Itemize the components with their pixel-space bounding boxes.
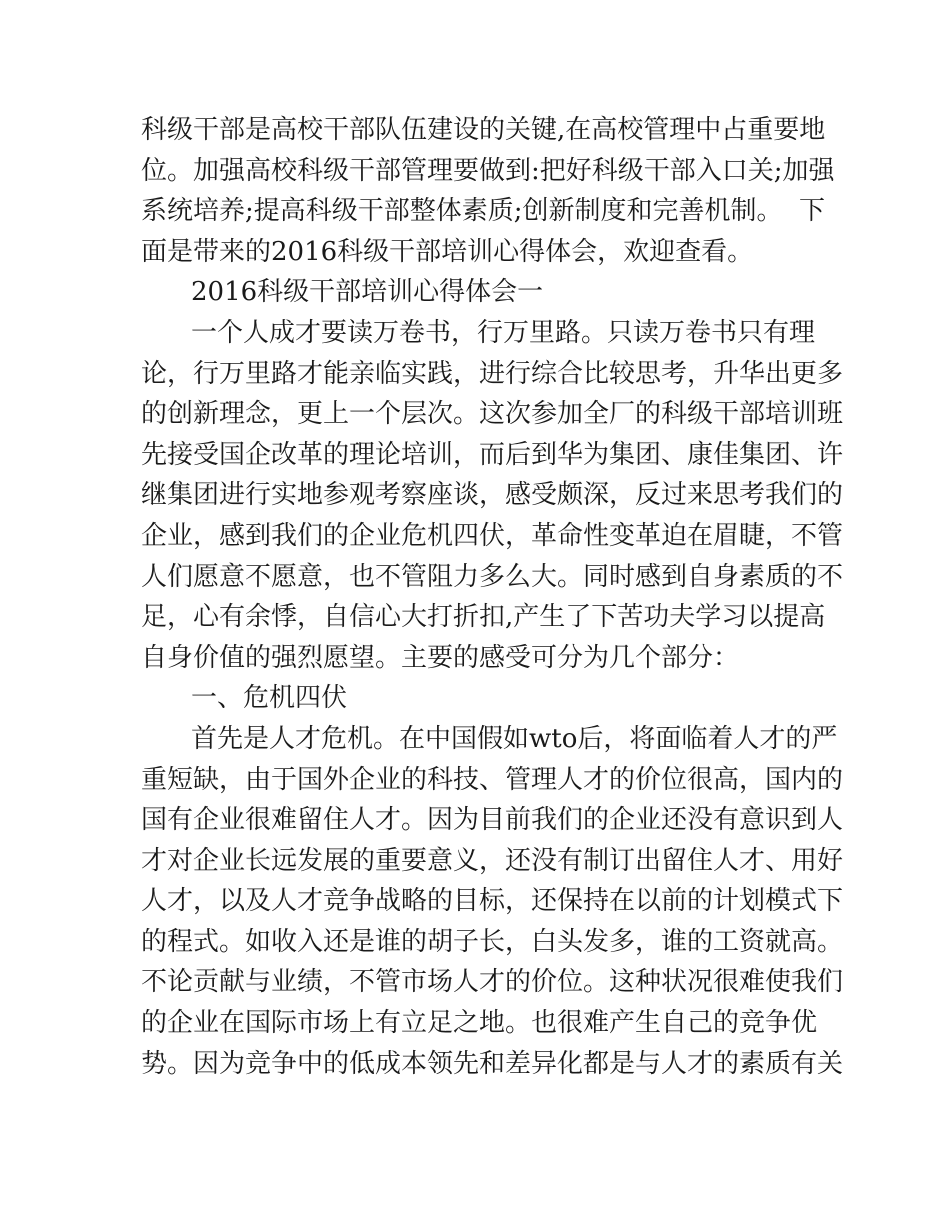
text-line: 国有企业很难留住人才。因为目前我们的企业还没有意识到人 bbox=[141, 805, 844, 836]
text-line: 企业，感到我们的企业危机四伏，革命性变革迫在眉睫，不管 bbox=[141, 520, 844, 551]
text-line: 论，行万里路才能亲临实践，进行综合比较思考，升华出更多 bbox=[141, 358, 844, 389]
text-line: 足，心有余悸，自信心大打折扣,产生了下苦功夫学习以提高 bbox=[141, 602, 826, 633]
text-line: 位。加强高校科级干部管理要做到:把好科级干部入口关;加强 bbox=[141, 155, 835, 186]
text-line: 的企业在国际市场上有立足之地。也很难产生自己的竞争优 bbox=[141, 1008, 818, 1039]
text-line: 先接受国企改革的理论培训，而后到华为集团、康佳集团、许 bbox=[141, 439, 844, 470]
body-paragraph bbox=[141, 719, 844, 1084]
intro-paragraph bbox=[141, 110, 835, 272]
text-line: 人们愿意不愿意，也不管阻力多么大。同时感到自身素质的不 bbox=[141, 561, 844, 592]
text-line: 首先是人才危机。在中国假如wto后，将面临着人才的严 bbox=[191, 723, 838, 754]
text-line: 人才，以及人才竞争战略的目标，还保持在以前的计划模式下 bbox=[141, 886, 844, 917]
text-line: 才对企业长远发展的重要意义，还没有制订出留住人才、用好 bbox=[141, 845, 844, 876]
text-line: 不论贡献与业绩，不管市场人才的价位。这种状况很难使我们 bbox=[141, 967, 844, 998]
text-line: 的程式。如收入还是谁的胡子长，白头发多，谁的工资就高。 bbox=[141, 926, 844, 957]
text-line: 自身价值的强烈愿望。主要的感受可分为几个部分： bbox=[141, 642, 740, 673]
text-line: 一、危机四伏 bbox=[191, 683, 348, 714]
text-line: 继集团进行实地参观考察座谈，感受颇深，反过来思考我们的 bbox=[141, 480, 844, 511]
text-line: 面是带来的2016科级干部培训心得体会，欢迎查看。 bbox=[141, 236, 754, 267]
text-line: 重短缺，由于国外企业的科技、管理人才的价位很高，国内的 bbox=[141, 764, 844, 795]
text-line: 一个人成才要读万卷书，行万里路。只读万卷书只有理 bbox=[191, 317, 816, 348]
section-title bbox=[141, 272, 813, 313]
text-line: 科级干部是高校干部队伍建设的关键,在高校管理中占重要地 bbox=[141, 115, 826, 145]
text-line: 2016科级干部培训心得体会一 bbox=[191, 277, 544, 308]
text-line: 系统培养;提高科级干部整体素质;创新制度和完善机制。 下 bbox=[141, 196, 826, 227]
text-line: 的创新理念，更上一个层次。这次参加全厂的科级干部培训班 bbox=[141, 399, 844, 430]
body-paragraph bbox=[141, 313, 844, 678]
subsection-heading bbox=[141, 678, 813, 719]
document-body bbox=[141, 110, 844, 1084]
text-line: 势。因为竞争中的低成本领先和差异化都是与人才的素质有关 bbox=[141, 1048, 844, 1079]
